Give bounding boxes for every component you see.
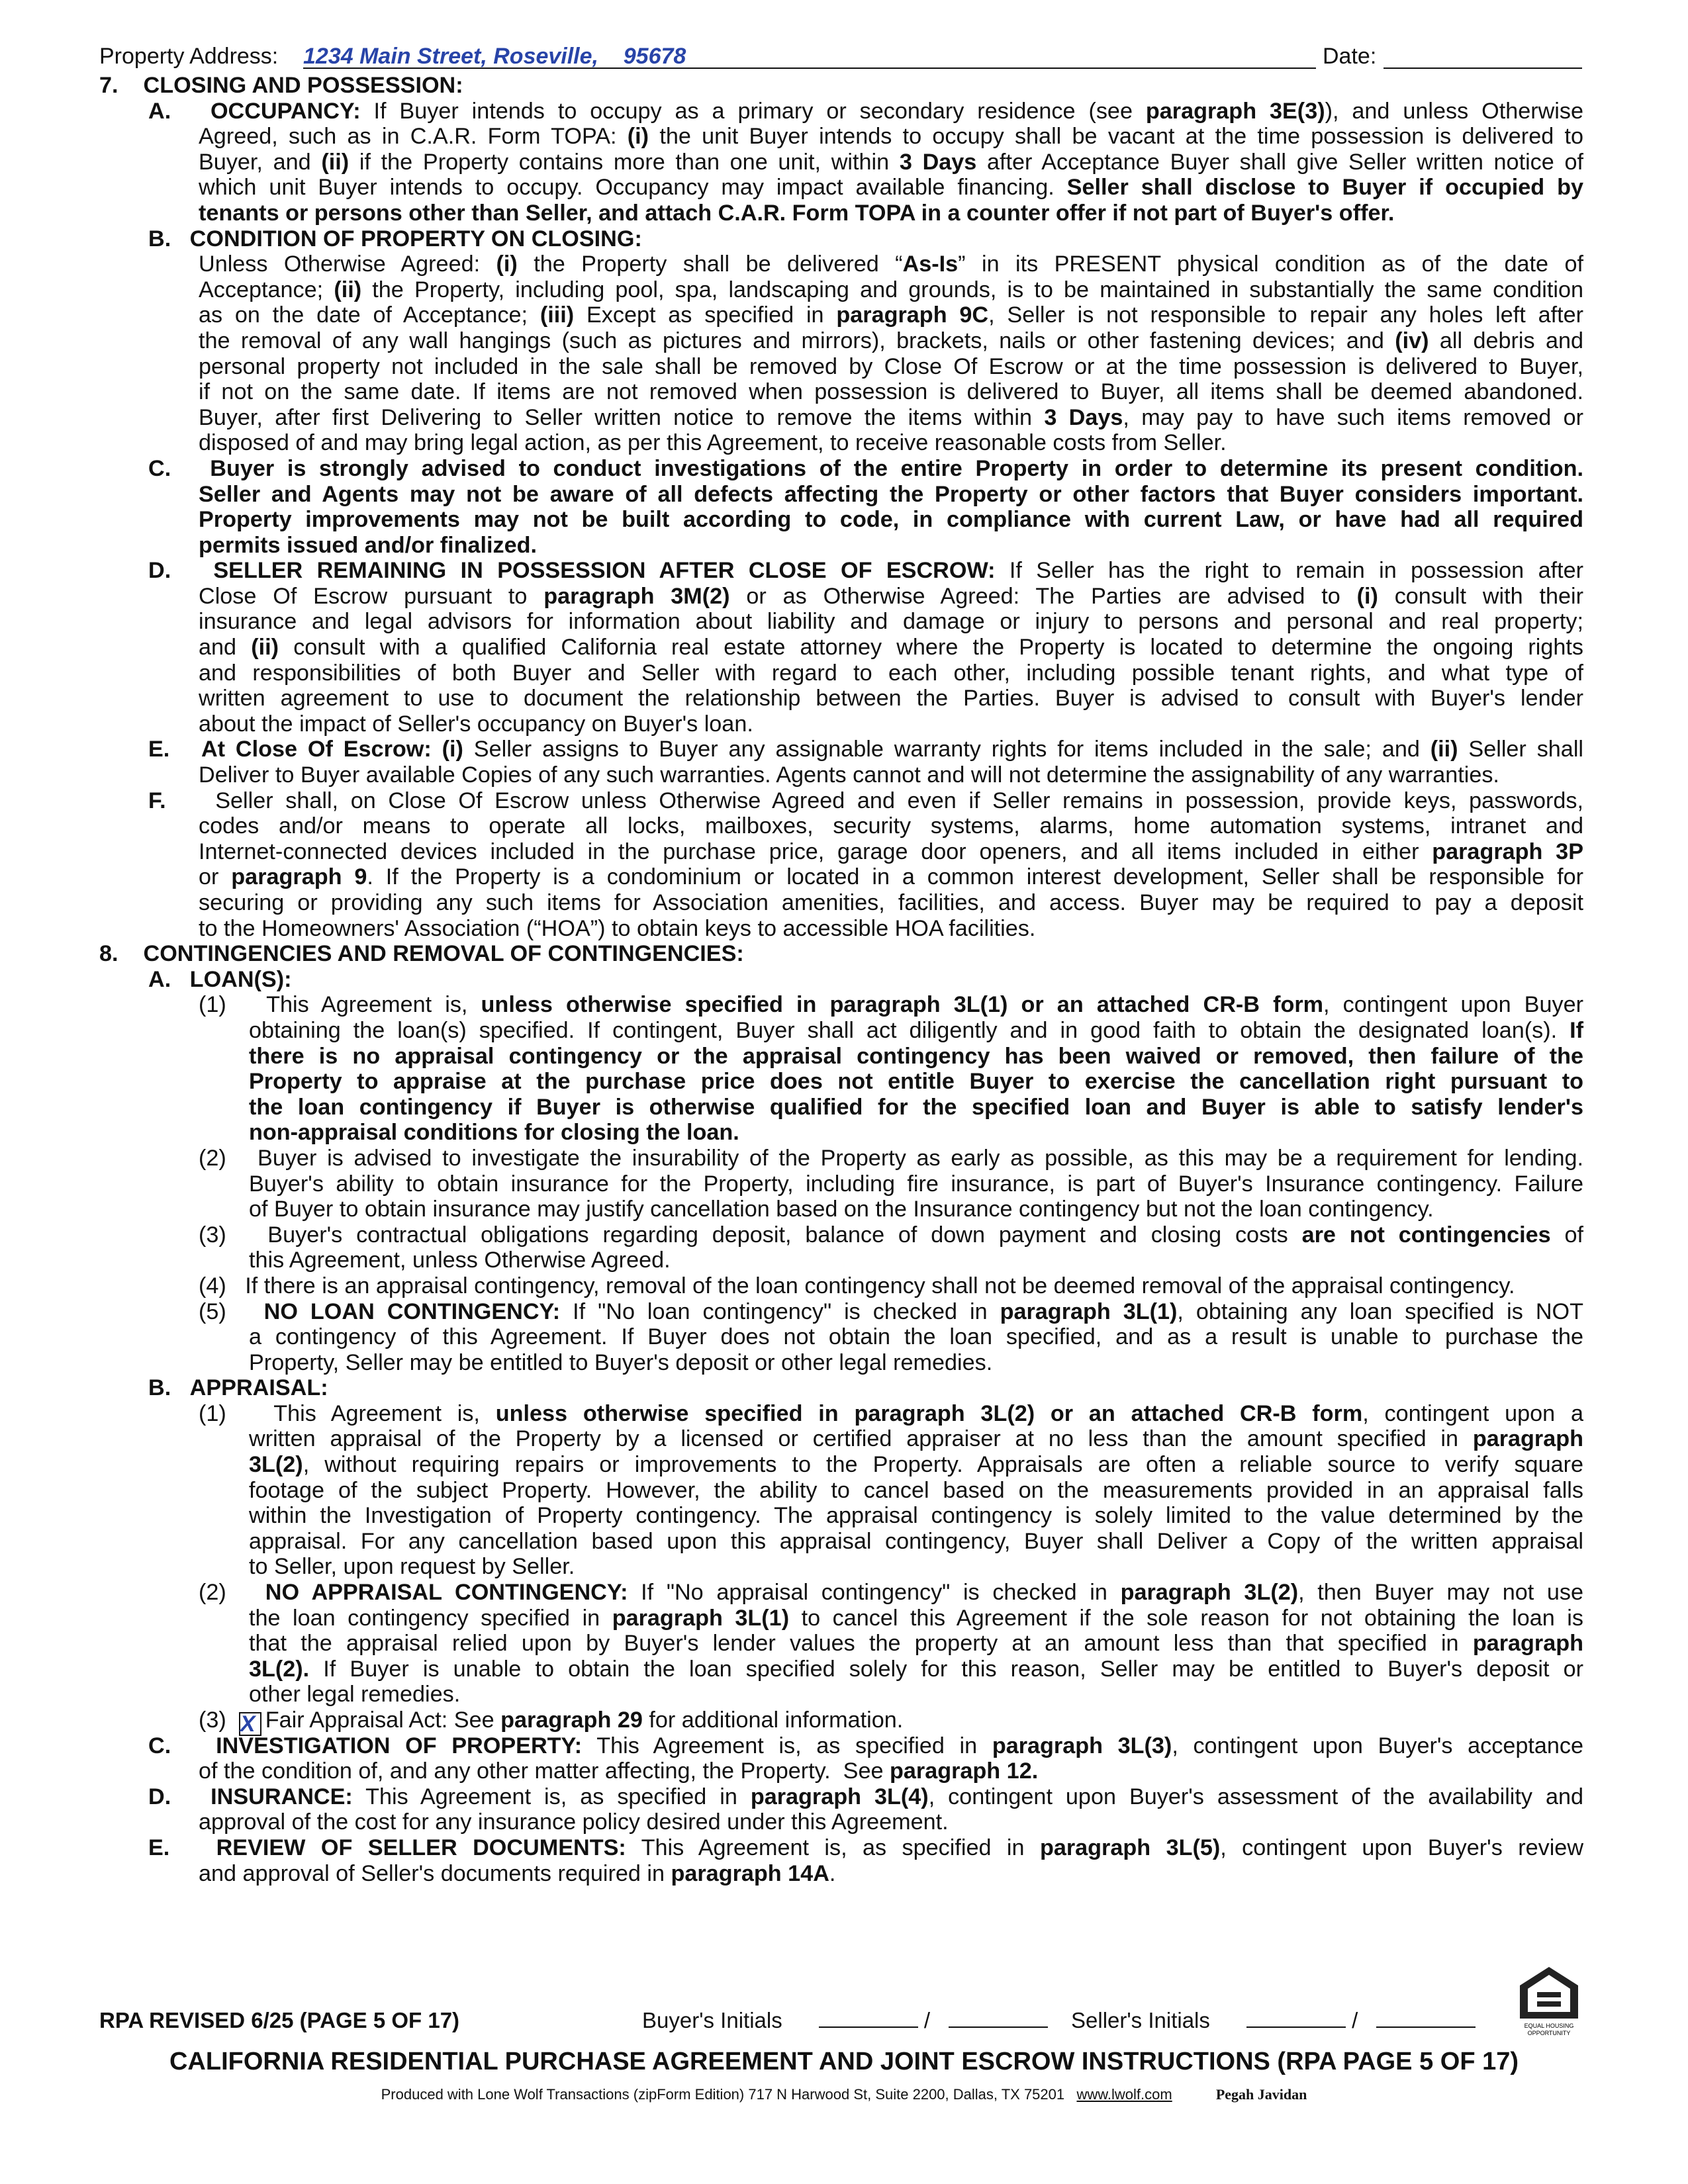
body-line: 7. CLOSING AND POSSESSION: [99, 73, 463, 98]
body-line: and (ii) consult with a qualified California real estate attorney where the Property is located to determine the ongoing rights [199, 635, 1583, 660]
buyers-initials-label: Buyer's Initials [642, 2008, 782, 2032]
body-line: personal property not included in the sale shall be removed by Close Of Escrow or at the time possession is delivered to Buyer, [199, 353, 1583, 379]
producer-line [0, 2086, 1688, 2103]
body-line: codes and/or means to operate all locks, mailboxes, security systems, alarms, home automation systems, intranet and [199, 813, 1583, 839]
body-line: (2) NO APPRAISAL CONTINGENCY: If "No appraisal contingency" is checked in paragraph 3L(2), then Buyer may not use [199, 1580, 1584, 1606]
body-line: footage of the subject Property. However, the ability to cancel based on the measurements provided in an appraisal falls [249, 1477, 1583, 1503]
body-line: written appraisal of the Property by a licensed or certified appraiser at no less than the amount specified in paragraph [249, 1426, 1583, 1452]
buyer-initial-2-field[interactable] [949, 2007, 1048, 2028]
body-line: Acceptance; (ii) the Property, including pool, spa, landscaping and grounds, is to be maintained in substantially the same condition [199, 277, 1583, 302]
body-line: A. OCCUPANCY: If Buyer intends to occupy as a primary or secondary residence (see paragraph 3E(3)), and unless Otherwise [148, 98, 1583, 124]
body-line: D. SELLER REMAINING IN POSSESSION AFTER CLOSE OF ESCROW: If Seller has the right to remain in possession after [148, 558, 1583, 584]
seller-initial-2-field[interactable] [1376, 2007, 1476, 2028]
body-line: written agreement to use to document the relationship between the Parties. Buyer is advised to consult with Buyer's lender [199, 686, 1583, 711]
body-line: C. Buyer is strongly advised to conduct investigations of the entire Property in order to determine its present condition. [148, 455, 1583, 481]
body-line: Agreed, such as in C.A.R. Form TOPA: (i) the unit Buyer intends to occupy shall be vacant at the time possession is delivered to [199, 124, 1583, 150]
buyer-initial-1-field[interactable] [819, 2007, 918, 2028]
buyers-initials [642, 2004, 1048, 2037]
body-line: insurance and legal advisors for information about liability and damage or injury to persons and personal and real property; [199, 609, 1583, 635]
body-line: Deliver to Buyer available Copies of any such warranties. Agents cannot and will not determine the assignability of any warranties. [199, 762, 1499, 788]
body-line: F. Seller shall, on Close Of Escrow unless Otherwise Agreed and even if Seller remains in possession, provide keys, passwords, [148, 788, 1583, 813]
body-line: E. REVIEW OF SELLER DOCUMENTS: This Agreement is, as specified in paragraph 3L(5), contingent upon Buyer's review [148, 1835, 1584, 1860]
body-line: this Agreement, unless Otherwise Agreed. [249, 1248, 671, 1273]
body-line: or paragraph 9. If the Property is a condominium or located in a common interest development, Seller shall be responsible for [199, 864, 1583, 890]
body-line: if not on the same date. If items are not removed when possession is delivered to Buyer, all items shall be deemed abandoned. [199, 379, 1583, 405]
body-line: of the condition of, and any other matter affecting, the Property. See paragraph 12. [199, 1758, 1039, 1784]
initials-slash: / [923, 2008, 931, 2032]
body-line: B. APPRAISAL: [148, 1375, 328, 1401]
body-line: and approval of Seller's documents required in paragraph 14A. [199, 1860, 836, 1886]
body-line: D. INSURANCE: This Agreement is, as specified in paragraph 3L(4), contingent upon Buyer's assessment of the availability and [148, 1784, 1584, 1809]
body-line: C. INVESTIGATION OF PROPERTY: This Agreement is, as specified in paragraph 3L(3), contingent upon Buyer's acceptance [148, 1733, 1584, 1758]
body-line: Internet-connected devices included in the purchase price, garage door openers, and all items included in either paragraph 3P [199, 839, 1583, 864]
body-line: the removal of any wall hangings (such as pictures and mirrors), brackets, nails or other fastening devices; and (iv) all debris and [199, 328, 1583, 353]
initials-slash: / [1352, 2008, 1358, 2032]
page-footer-initials [99, 2004, 1582, 2037]
body-line: non-appraisal conditions for closing the loan. [249, 1120, 739, 1146]
body-line: there is no appraisal contingency or the appraisal contingency has been waived or removed, then failure of the [249, 1043, 1583, 1069]
body-line: (2) Buyer is advised to investigate the insurability of the Property as early as possible, as this may be a requirement for lending. [199, 1145, 1583, 1171]
body-line: disposed of and may bring legal action, as per this Agreement, to receive reasonable costs from Seller. [199, 430, 1227, 456]
body-line: approval of the cost for any insurance policy desired under this Agreement. [199, 1809, 949, 1835]
sellers-initials-label: Seller's Initials [1071, 2008, 1210, 2032]
body-line: as on the date of Acceptance; (iii) Except as specified in paragraph 9C, Seller is not responsible to repair any holes left after [199, 302, 1583, 328]
body-line: B. CONDITION OF PROPERTY ON CLOSING: [148, 226, 642, 251]
property-address-field[interactable]: 1234 Main Street, Roseville, 95678 [303, 41, 1316, 69]
sellers-initials [1071, 2004, 1476, 2037]
svg-text:OPPORTUNITY: OPPORTUNITY [1527, 2030, 1571, 2036]
body-line: that the appraisal relied upon by Buyer's lender values the property at an amount less than that specified in paragraph [249, 1631, 1583, 1657]
body-line: about the impact of Seller's occupancy on Buyer's loan. [199, 711, 753, 737]
form-revision: RPA REVISED 6/25 (PAGE 5 OF 17) [99, 2008, 460, 2032]
body-line: obtaining the loan(s) specified. If contingent, Buyer shall act diligently and in good faith to obtain the designated loan(s). If [249, 1017, 1583, 1043]
body-line: Buyer, and (ii) if the Property contains more than one unit, within 3 Days after Acceptance Buyer shall give Seller written notice of [199, 149, 1583, 175]
body-line: Buyer, after first Delivering to Seller written notice to remove the items within 3 Days, may pay to have such items removed or [199, 404, 1584, 430]
body-line: Property to appraise at the purchase price does not entitle Buyer to exercise the cancellation right pursuant to [249, 1069, 1583, 1095]
body-line: appraisal. For any cancellation based upon this appraisal contingency, Buyer shall Deliver a Copy of the written appraisal [249, 1528, 1583, 1554]
body-line: Buyer's ability to obtain insurance for the Property, including fire insurance, is part of Buyer's Insurance contingency. Failure [249, 1171, 1583, 1197]
body-line: 3L(2), without requiring repairs or improvements to the Property. Appraisals are often a reliable source to verify square [249, 1452, 1583, 1478]
body-line: (5) NO LOAN CONTINGENCY: If "No loan contingency" is checked in paragraph 3L(1), obtaining any loan specified is NOT [199, 1298, 1583, 1324]
body-line: permits issued and/or finalized. [199, 532, 538, 558]
body-line: Close Of Escrow pursuant to paragraph 3M(2) or as Otherwise Agreed: The Parties are advised to (i) consult with their [199, 583, 1583, 609]
body-line: to the Homeowners' Association (“HOA”) to obtain keys to accessible HOA facilities. [199, 915, 1036, 941]
body-line: within the Investigation of Property contingency. The appraisal contingency is solely limited to the value determined by the [249, 1503, 1583, 1529]
body-line: Property, Seller may be entitled to Buyer's deposit or other legal remedies. [249, 1349, 993, 1375]
body-line: the loan contingency if Buyer is otherwise qualified for the specified loan and Buyer is able to satisfy lender's [249, 1094, 1583, 1120]
equal-housing-icon [1516, 1964, 1582, 2038]
body-line: to Seller, upon request by Seller. [249, 1554, 575, 1580]
property-address-label: Property Address: [99, 44, 279, 69]
body-line: Seller and Agents may not be aware of all defects affecting the Property or other factors that Buyer considers important. [199, 481, 1583, 507]
body-line: E. At Close Of Escrow: (i) Seller assigns to Buyer any assignable warranty rights for items included in the sale; and (ii) Seller shall [148, 737, 1584, 762]
produced-with-text: Produced with Lone Wolf Transactions (zipForm Edition) 717 N Harwood St, Suite 2200, Dallas, TX 75201 [381, 2086, 1065, 2103]
agent-name: Pegah Javidan [1215, 2086, 1307, 2103]
body-line: (1) This Agreement is, unless otherwise specified in paragraph 3L(2) or an attached CR-B form, contingent upon a [199, 1400, 1584, 1426]
body-line: other legal remedies. [249, 1682, 461, 1707]
fair-appraisal-checkbox[interactable]: X [239, 1712, 261, 1736]
body-line: 3L(2). If Buyer is unable to obtain the loan specified solely for this reason, Seller may be entitled to Buyer's deposit or [249, 1656, 1583, 1682]
body-line: of Buyer to obtain insurance may justify cancellation based on the Insurance contingency but not the loan contingency. [249, 1197, 1434, 1222]
lwolf-link[interactable]: www.lwolf.com [1076, 2086, 1172, 2103]
body-line: a contingency of this Agreement. If Buyer does not obtain the loan specified, and as a result is unable to purchase the [249, 1324, 1583, 1350]
body-line: the loan contingency specified in paragraph 3L(1) to cancel this Agreement if the sole reason for not obtaining the loan is [249, 1605, 1583, 1631]
property-header [99, 41, 1582, 71]
body-line: Unless Otherwise Agreed: (i) the Property shall be delivered “As-Is” in its PRESENT physical condition as of the date of [199, 251, 1584, 277]
body-line: Property improvements may not be built according to code, in compliance with current Law, or have had all required [199, 507, 1583, 533]
body-line: A. LOAN(S): [148, 966, 292, 992]
body-line: (3) Buyer's contractual obligations regarding deposit, balance of down payment and closing costs are not contingencies of [199, 1222, 1583, 1248]
form-title: CALIFORNIA RESIDENTIAL PURCHASE AGREEMENT AND JOINT ESCROW INSTRUCTIONS (RPA PAGE 5 OF 17) [169, 2048, 1519, 2075]
contract-body [99, 73, 1583, 1886]
date-field[interactable] [1383, 41, 1582, 69]
body-line: (1) This Agreement is, unless otherwise specified in paragraph 3L(1) or an attached CR-B form, contingent upon Buyer [199, 992, 1583, 1018]
body-line: (3) X Fair Appraisal Act: See paragraph 29 for additional information. [199, 1707, 904, 1737]
body-line: which unit Buyer intends to occupy. Occupancy may impact available financing. Seller shall disclose to Buyer if occupied by [199, 175, 1583, 201]
eho-label: EQUAL HOUSING [1524, 2023, 1574, 2029]
seller-initial-1-field[interactable] [1246, 2007, 1346, 2028]
body-line: securing or providing any such items for Association amenities, facilities, and access. Buyer may be required to pay a deposit [199, 890, 1583, 915]
date-label: Date: [1323, 44, 1377, 69]
equal-housing-opportunity-logo [1516, 1964, 1582, 2038]
body-line: 8. CONTINGENCIES AND REMOVAL OF CONTINGENCIES: [99, 941, 744, 967]
body-line: tenants or persons other than Seller, and attach C.A.R. Form TOPA in a counter offer if not part of Buyer's offer. [199, 200, 1395, 226]
body-line: and responsibilities of both Buyer and Seller with regard to each other, including possible tenant rights, and what type of [199, 660, 1583, 686]
body-line: (4) If there is an appraisal contingency, removal of the loan contingency shall not be deemed removal of the appraisal contingency. [199, 1273, 1515, 1298]
